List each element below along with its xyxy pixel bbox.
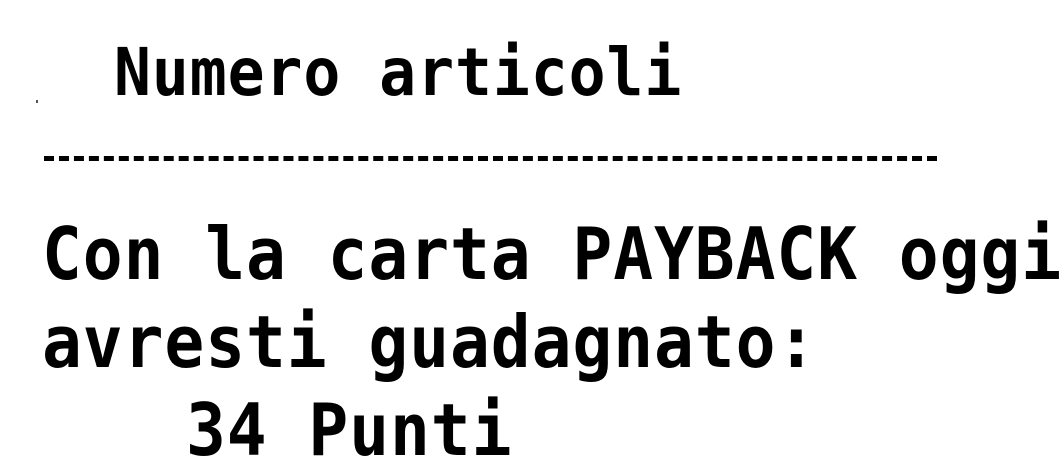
items-count-label: Numero articoli — [114, 34, 683, 111]
payback-message-line-2: avresti guadagnato: — [42, 300, 818, 384]
paper-speck — [36, 100, 38, 103]
dashed-divider — [44, 156, 937, 161]
payback-points: 34 Punti — [186, 388, 513, 472]
payback-message-line-1: Con la carta PAYBACK oggi — [42, 212, 1062, 296]
